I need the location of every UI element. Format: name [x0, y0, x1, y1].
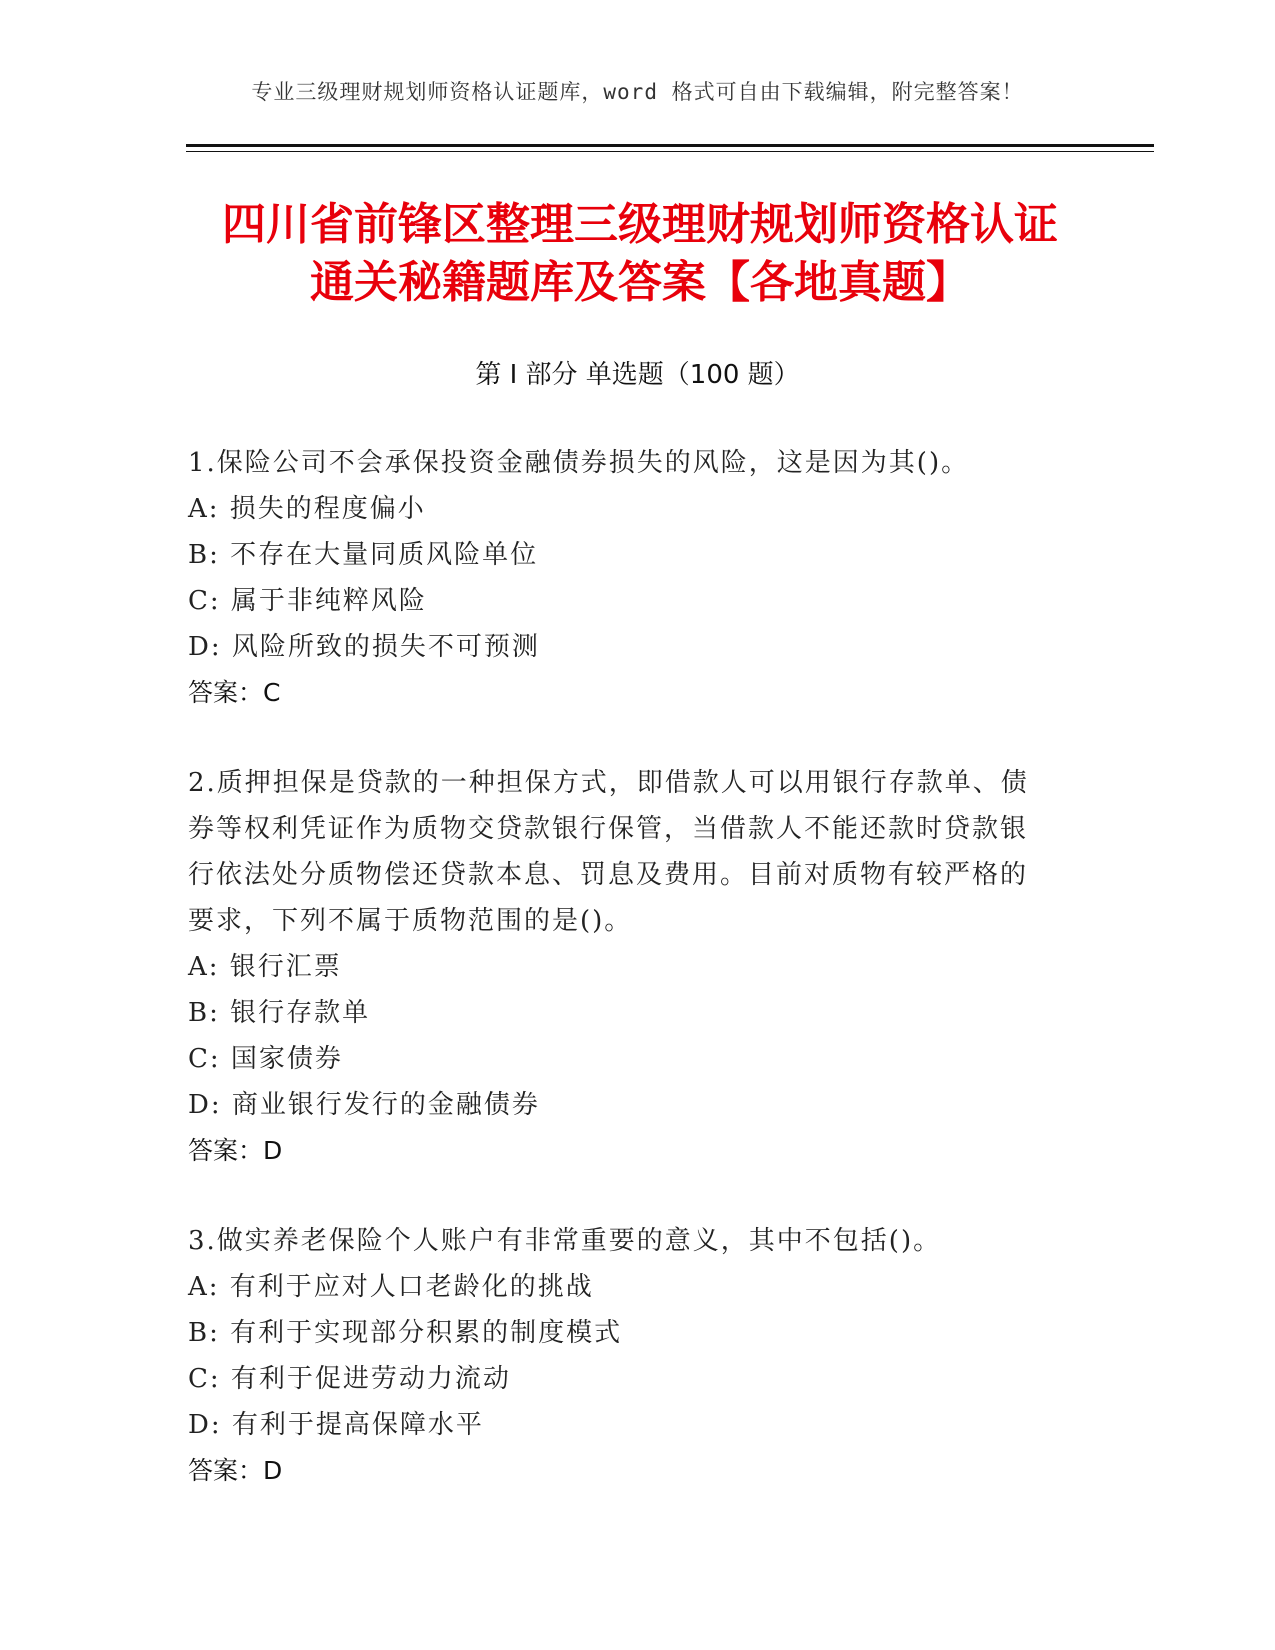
option-d: D: 风险所致的损失不可预测 [188, 632, 540, 662]
header-divider-thin [186, 151, 1154, 152]
document-title-line-1: 四川省前锋区整理三级理财规划师资格认证 [222, 199, 1058, 250]
answer-label: 答案：C [188, 678, 281, 707]
question-stem-line: 2.质押担保是贷款的一种担保方式，即借款人可以用银行存款单、债 [188, 768, 1029, 798]
answer-label: 答案：D [188, 1456, 283, 1485]
question-1 [188, 440, 1068, 716]
question-3 [188, 1218, 1068, 1494]
option-b: B: 有利于实现部分积累的制度模式 [188, 1318, 623, 1348]
header-divider-thick [186, 144, 1154, 147]
question-stem-line: 券等权利凭证作为质物交贷款银行保管，当借款人不能还款时贷款银 [188, 814, 1029, 844]
option-a: A: 银行汇票 [188, 952, 342, 982]
question-stem-line: 3.做实养老保险个人账户有非常重要的意义，其中不包括()。 [188, 1226, 942, 1256]
document-title [190, 196, 1090, 312]
option-d: D: 有利于提高保障水平 [188, 1410, 484, 1440]
option-d: D: 商业银行发行的金融债券 [188, 1090, 540, 1120]
option-a: A: 有利于应对人口老龄化的挑战 [188, 1272, 594, 1302]
question-stem-line: 1.保险公司不会承保投资金融债券损失的风险，这是因为其()。 [188, 448, 970, 478]
option-a: A: 损失的程度偏小 [188, 494, 426, 524]
question-list [188, 440, 1068, 1538]
header-note: 专业三级理财规划师资格认证题库，word 格式可自由下载编辑，附完整答案！ [251, 80, 1024, 104]
document-title-line-2: 通关秘籍题库及答案【各地真题】 [310, 257, 970, 308]
option-b: B: 不存在大量同质风险单位 [188, 540, 539, 570]
option-b: B: 银行存款单 [188, 998, 371, 1028]
option-c: C: 有利于促进劳动力流动 [188, 1364, 511, 1394]
option-c: C: 属于非纯粹风险 [188, 586, 427, 616]
question-stem-line: 行依法处分质物偿还贷款本息、罚息及费用。目前对质物有较严格的 [188, 860, 1029, 890]
section-heading: 第 I 部分 单选题（100 题） [475, 360, 800, 390]
option-c: C: 国家债券 [188, 1044, 343, 1074]
question-2 [188, 760, 1068, 1174]
answer-label: 答案：D [188, 1136, 283, 1165]
question-stem-line: 要求，下列不属于质物范围的是()。 [188, 906, 633, 936]
